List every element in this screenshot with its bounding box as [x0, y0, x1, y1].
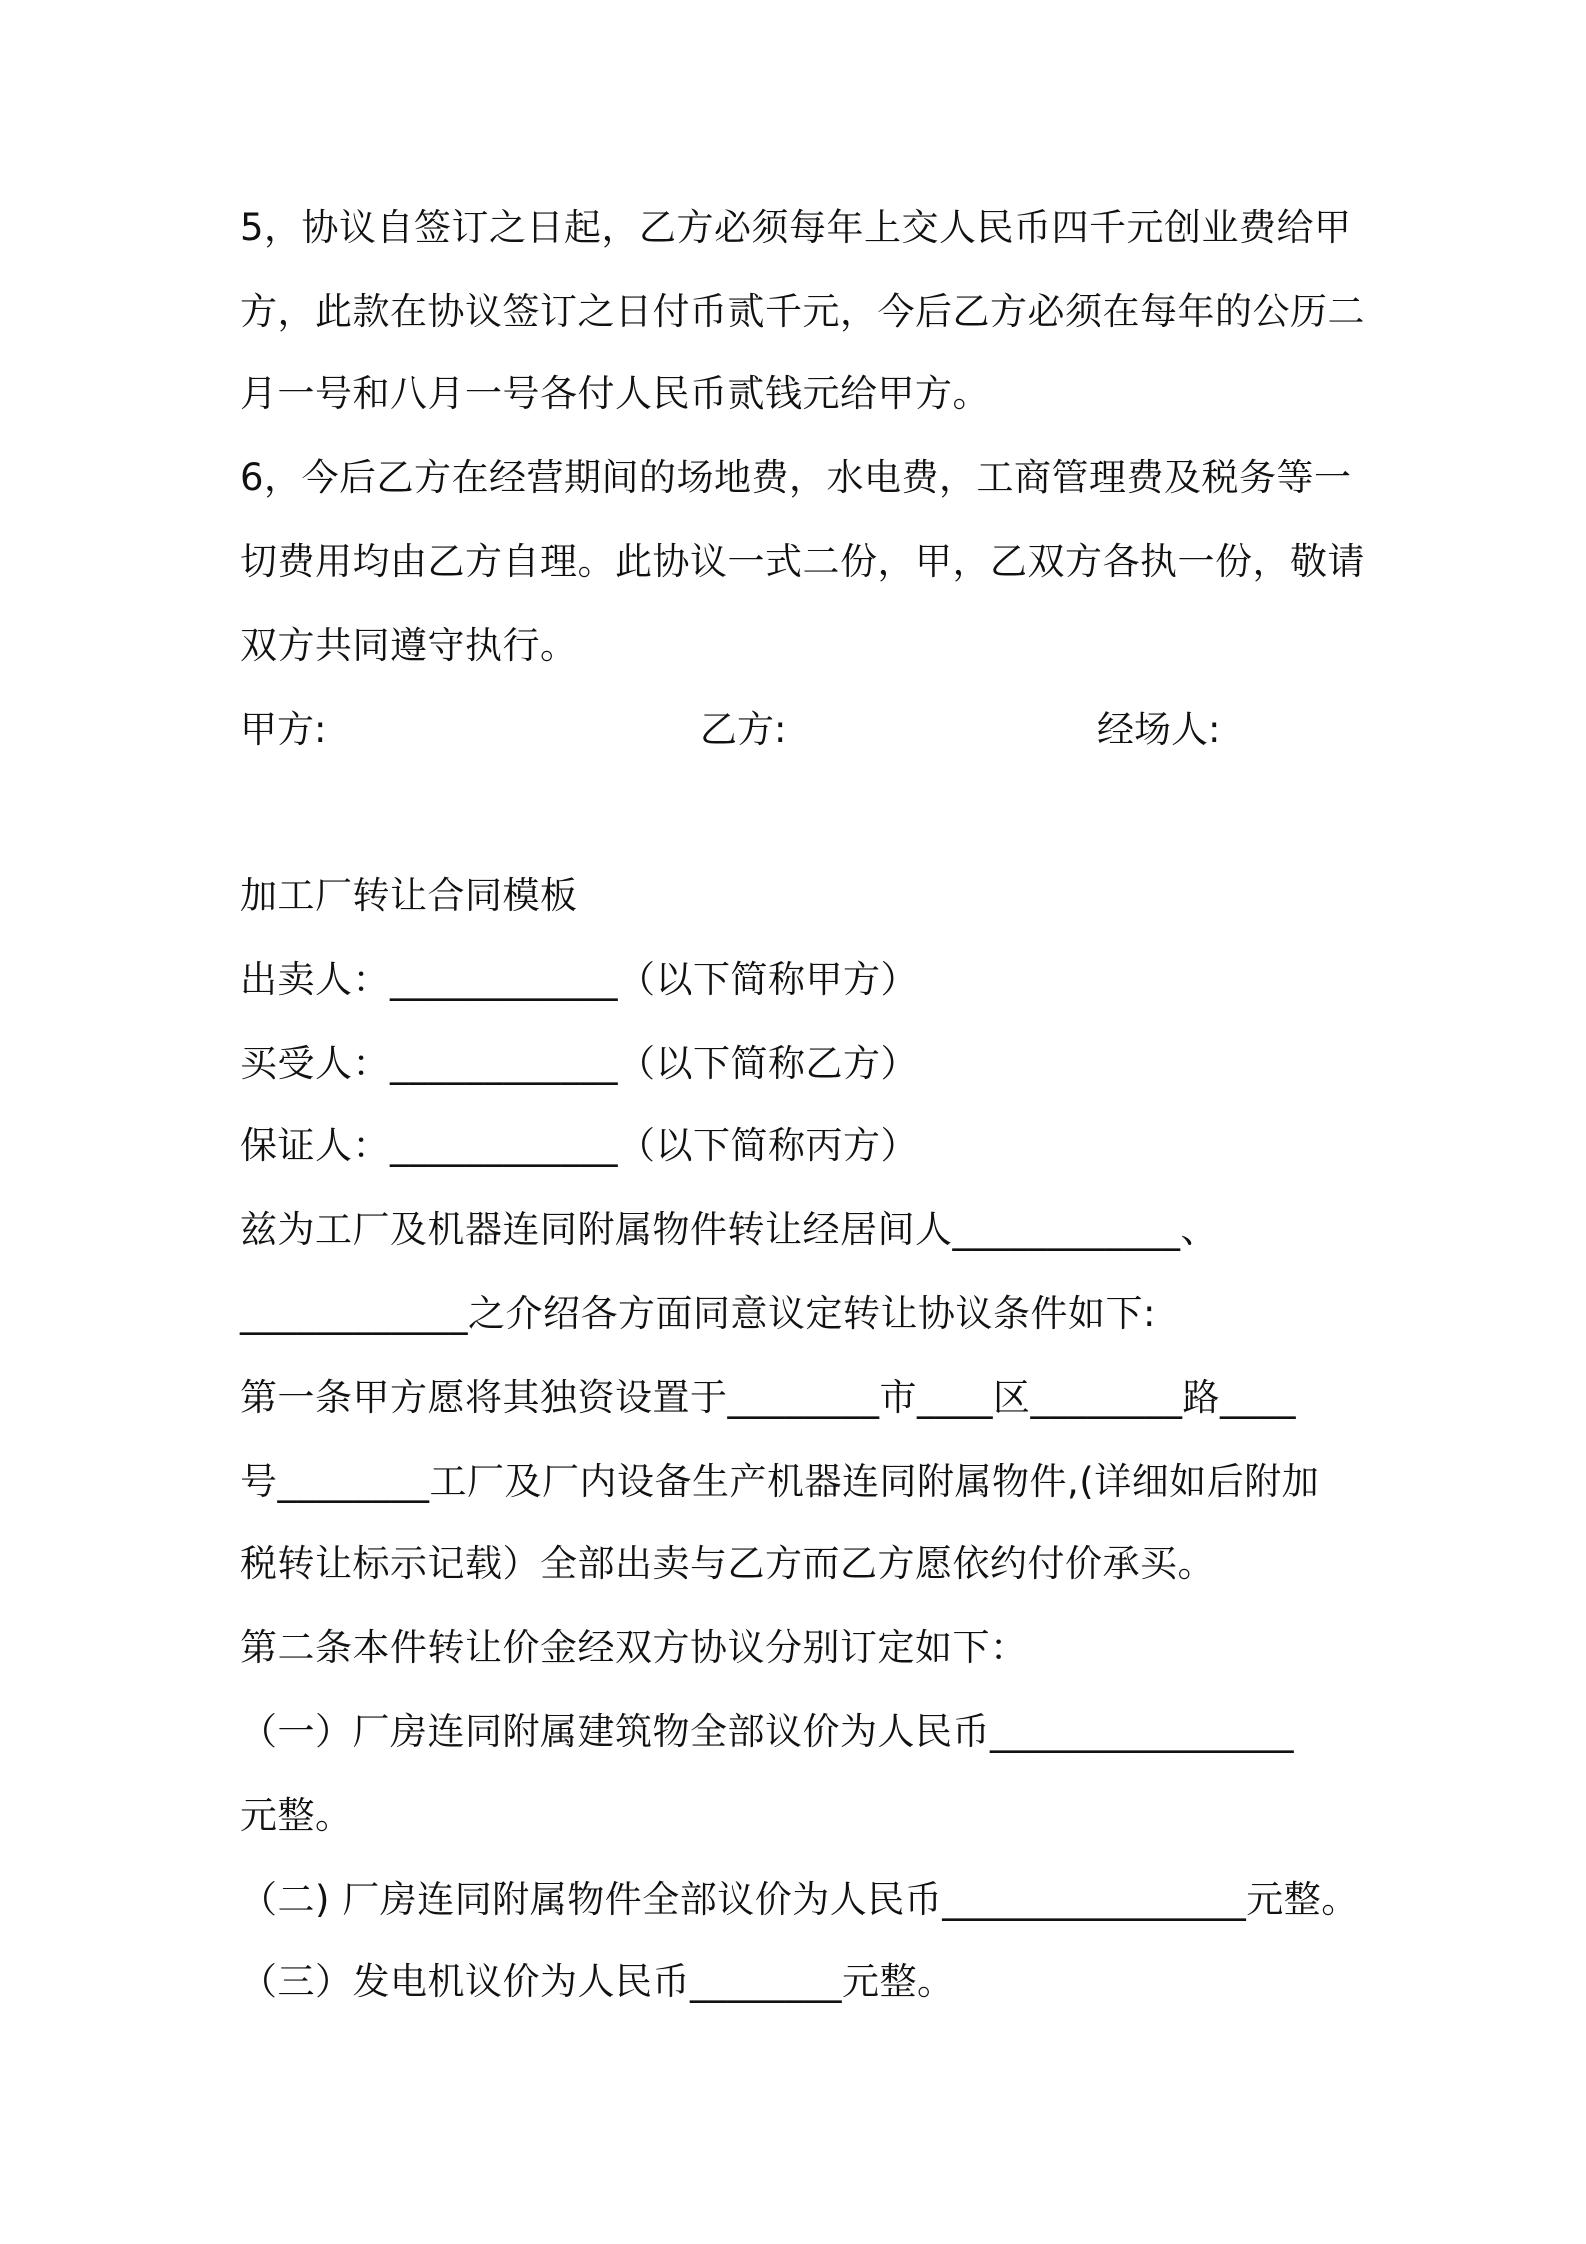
- party-a-signature-label: 甲方:: [240, 708, 327, 751]
- clause-5-line-2: 方，此款在协议签订之日付币贰千元，今后乙方必须在每年的公历二: [240, 290, 1365, 333]
- article-2-line-1: 第二条本件转让价金经双方协议分别订定如下：: [240, 1626, 1028, 1669]
- guarantor-line: 保证人：____________（以下简称丙方）: [240, 1124, 918, 1167]
- seller-line: 出卖人：____________（以下简称甲方）: [240, 958, 918, 1001]
- clause-6-line-1: 6，今后乙方在经营期间的场地费，水电费，工商管理费及税务等一: [240, 456, 1352, 499]
- article-1-line-2: 号________工厂及厂内设备生产机器连同附属物件,(详细如后附加: [240, 1460, 1320, 1503]
- price-item-2: （二) 厂房连同附属物件全部议价为人民币________________元整。: [240, 1878, 1359, 1921]
- price-item-3: （三）发电机议价为人民币________元整。: [240, 1960, 955, 2003]
- clause-6-line-2: 切费用均由乙方自理。此协议一式二份，甲，乙双方各执一份，敬请: [240, 540, 1365, 583]
- venue-manager-signature-label: 经场人:: [1097, 708, 1221, 751]
- price-item-1-line-2: 元整。: [240, 1794, 353, 1837]
- price-item-1-line-1: （一）厂房连同附属建筑物全部议价为人民币________________: [240, 1710, 1294, 1753]
- intro-line-1: 兹为工厂及机器连同附属物件转让经居间人____________、: [240, 1208, 1218, 1251]
- intro-line-2: ____________之介绍各方面同意议定转让协议条件如下:: [240, 1292, 1156, 1335]
- clause-6-line-3: 双方共同遵守执行。: [240, 624, 578, 667]
- buyer-line: 买受人：____________（以下简称乙方）: [240, 1042, 918, 1085]
- clause-5-line-3: 月一号和八月一号各付人民币贰钱元给甲方。: [240, 372, 990, 415]
- contract-title: 加工厂转让合同模板: [240, 874, 578, 917]
- article-1-line-3: 税转让标示记载）全部出卖与乙方而乙方愿依约付价承买。: [240, 1542, 1215, 1585]
- party-b-signature-label: 乙方:: [700, 708, 787, 751]
- signature-row: [0, 705, 1586, 755]
- article-1-line-1: 第一条甲方愿将其独资设置于________市____区________路____: [240, 1376, 1296, 1419]
- clause-5-line-1: 5，协议自签订之日起，乙方必须每年上交人民币四千元创业费给甲: [240, 206, 1352, 249]
